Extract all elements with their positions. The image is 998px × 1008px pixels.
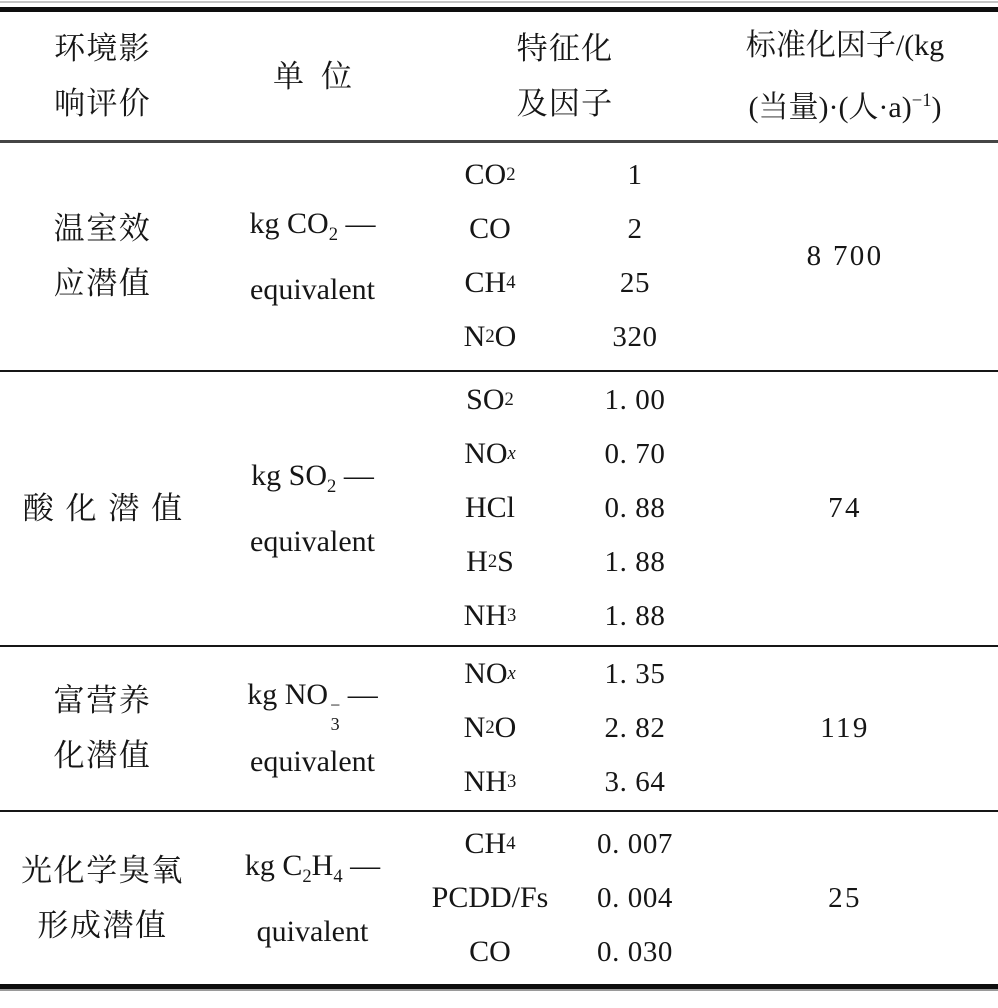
- normalization-cell: [710, 647, 980, 809]
- impact-label: [0, 373, 205, 643]
- factor-cell: 0. 030: [597, 935, 673, 968]
- substance-column: [420, 148, 560, 364]
- impact-label-line: 应潜值: [53, 266, 152, 301]
- substance-column: [420, 373, 560, 643]
- substance-cell: HCl: [464, 491, 515, 524]
- factor-cell: 25: [619, 266, 651, 299]
- impact-label: [0, 817, 205, 979]
- unit-label-line: kg $C_2H_4$ —: [244, 848, 381, 887]
- impact-label-line: 化潜值: [53, 738, 152, 773]
- unit-label: [205, 373, 420, 643]
- header-unit-label: 单位: [272, 58, 370, 94]
- factor-cell: 1. 88: [604, 599, 666, 632]
- impact-section-1: [0, 372, 998, 647]
- normalization-value: 119: [820, 711, 870, 744]
- unit-label-line: kg $SO_2$ —: [251, 458, 374, 497]
- factor-cell: 1. 88: [604, 545, 666, 578]
- substance-cell: CH 4: [464, 266, 516, 299]
- normalization-cell: [710, 817, 980, 979]
- unit-label-line: equivalent: [250, 744, 375, 778]
- unit-label-line: equivalent: [250, 524, 375, 558]
- header-unit-column: [205, 49, 420, 104]
- substance-cell: NO x: [464, 437, 516, 470]
- bottom-rule-shadow: [0, 989, 998, 991]
- impact-label-line: 光化学臭氧: [21, 853, 184, 888]
- header-normalization-line2: (当量)·(人·a)$^{-1}$): [748, 89, 942, 124]
- normalization-value: 8 700: [806, 239, 884, 272]
- header-normalization-column: [710, 18, 980, 135]
- substance-cell: CO: [469, 212, 511, 245]
- impact-label: [0, 647, 205, 809]
- factor-cell: 0. 70: [604, 437, 666, 470]
- header-characterization-line1: 特征化: [516, 31, 614, 66]
- header-impact-line2: 响评价: [54, 86, 151, 121]
- substance-cell: N 2 O: [463, 320, 517, 353]
- header-characterization-column: [420, 21, 710, 131]
- unit-label: [205, 647, 420, 809]
- unit-label-line: kg NO − 3 —: [247, 678, 378, 734]
- substance-cell: NH 3: [463, 599, 517, 632]
- substance-column: [420, 817, 560, 979]
- unit-label-line: quivalent: [256, 914, 369, 948]
- table-body: [0, 143, 998, 984]
- normalization-value: 25: [828, 881, 862, 914]
- substance-cell: CH 4: [464, 827, 516, 860]
- impact-label-line: 酸化潜值: [22, 490, 194, 526]
- impact-label-line: 温室效: [53, 211, 152, 246]
- factor-cell: 1. 00: [604, 383, 666, 416]
- normalization-cell: [710, 373, 980, 643]
- impact-label-line: 形成潜值: [37, 908, 168, 943]
- normalization-value: 74: [828, 491, 862, 524]
- unit-label-line: equivalent: [250, 272, 375, 306]
- substance-cell: PCDD/Fs: [431, 881, 549, 914]
- factor-cell: 0. 88: [604, 491, 666, 524]
- substance-cell: CO: [469, 935, 511, 968]
- factor-column: [560, 817, 710, 979]
- substance-cell: H 2 S: [466, 545, 514, 578]
- impact-label-line: 富营养: [53, 683, 152, 718]
- factor-cell: 1: [627, 158, 643, 191]
- substance-cell: NO x: [464, 657, 516, 690]
- substance-cell: N 2 O: [463, 711, 517, 744]
- factor-cell: 1. 35: [604, 657, 666, 690]
- unit-label-line: kg $CO_2$ —: [249, 206, 376, 245]
- unit-label: [205, 817, 420, 979]
- top-thin-rule: [0, 1, 998, 3]
- factor-column: [560, 647, 710, 809]
- substance-cell: SO 2: [466, 383, 514, 416]
- factor-cell: 2. 82: [604, 711, 666, 744]
- impact-section-3: [0, 812, 998, 984]
- factor-cell: 0. 004: [597, 881, 673, 914]
- substance-column: [420, 647, 560, 809]
- factor-cell: 0. 007: [597, 827, 673, 860]
- factor-column: [560, 148, 710, 364]
- impact-section-0: [0, 143, 998, 372]
- header-impact-column: [0, 21, 205, 131]
- impact-label: [0, 148, 205, 364]
- impact-section-2: [0, 647, 998, 812]
- factor-cell: 3. 64: [604, 765, 666, 798]
- unit-label: [205, 148, 420, 364]
- header-impact-line1: 环境影: [54, 31, 151, 66]
- header-normalization-line1: 标准化因子/(kg: [745, 28, 945, 62]
- factor-column: [560, 373, 710, 643]
- normalization-cell: [710, 148, 980, 364]
- factor-cell: 320: [612, 320, 658, 353]
- table-header: [0, 12, 998, 143]
- header-characterization-line2: 及因子: [516, 86, 614, 121]
- substance-cell: CO 2: [464, 158, 516, 191]
- factor-cell: 2: [627, 212, 643, 245]
- substance-cell: NH 3: [463, 765, 517, 798]
